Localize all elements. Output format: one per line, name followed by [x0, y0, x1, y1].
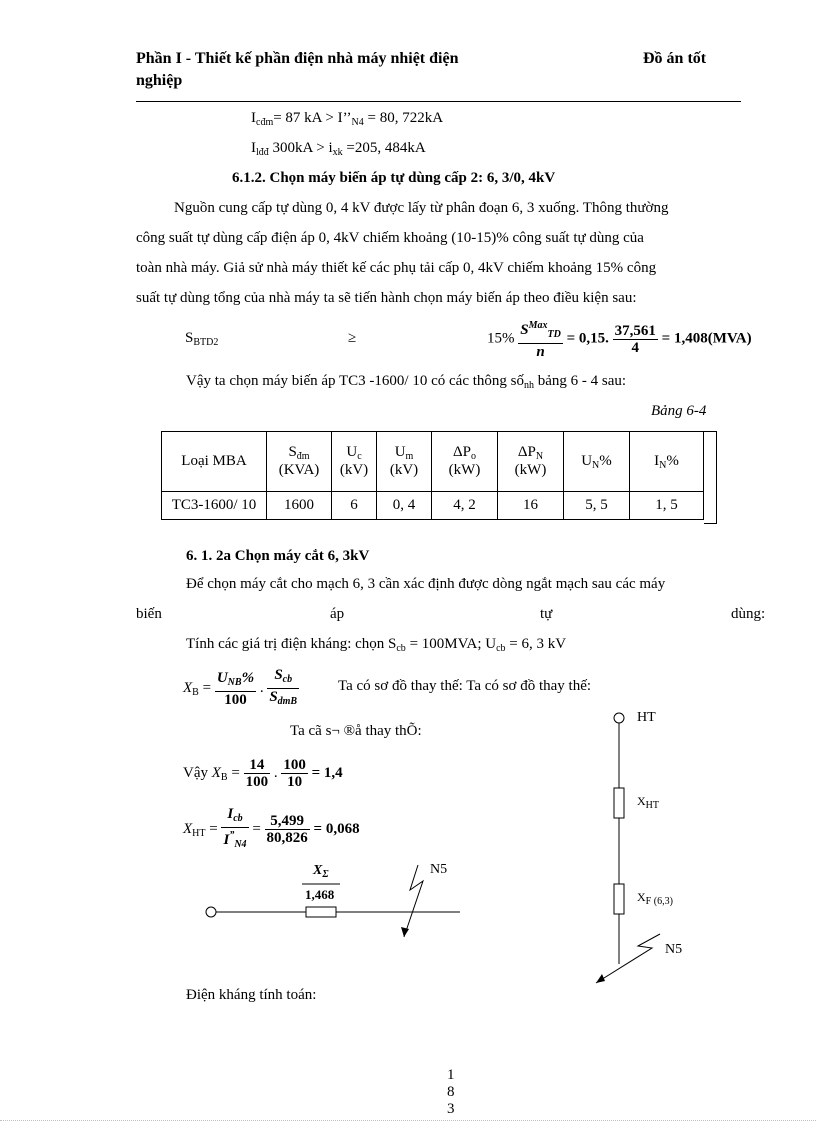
xsum-value: 1,468	[305, 887, 335, 902]
table-row	[162, 492, 704, 520]
geq-symbol: ≥	[348, 330, 357, 346]
justified-word: tự	[540, 606, 553, 622]
garbled-text: Ta cã s¬ ®å thay thÕ:	[290, 723, 422, 739]
paragraph-line: toàn nhà máy. Giả sử nhà máy thiết kế các phụ tải cấp 0, 4kV chiếm khoảng 15% công	[136, 260, 657, 276]
table-header-cell: $S_{đm}$ (KVA)	[267, 432, 332, 492]
xb-formula: $X_B$ = $\frac{U_{NB}\%}{100}$ . $\frac{S_{cb}}{S_{dmB}}$	[183, 667, 298, 708]
paragraph-line: suất tự dùng tổng của nhà máy ta sẽ tiến hành chọn máy biến áp theo điều kiện sau:	[136, 290, 637, 306]
fault-arrowhead	[596, 974, 605, 983]
table-cell: 1, 5	[630, 492, 704, 520]
page-bottom-border	[0, 1120, 816, 1121]
header-left-line1: Phần I - Thiết kế phần điện nhà máy nhiệt điện	[136, 50, 459, 67]
choose-transformer-line: Vậy ta chọn máy biến áp TC3 -1600/ 10 có các thông số$_{nh}$ bảng 6 - 4 sau:	[186, 373, 627, 391]
paragraph-line: Nguồn cung cấp tự dùng 0, 4 kV được lấy từ phân đoạn 6, 3 xuống. Thông thường	[174, 200, 669, 216]
xht-resistor	[614, 788, 624, 818]
fault-arrow	[596, 934, 660, 983]
table-cell: 6	[332, 492, 377, 520]
section-heading-612a: 6. 1. 2a Chọn máy cắt 6, 3kV	[186, 548, 370, 564]
table-header-row	[162, 432, 704, 492]
xht-label: $X_{HT}$	[637, 794, 660, 811]
section-heading-612: 6.1.2. Chọn máy biến áp tự dùng cấp 2: 6, 3/0, 4kV	[232, 170, 556, 186]
source-node	[206, 907, 216, 917]
xht-formula: $X_{HT}$ = $\frac{I_{cb}}{I^”_{N4}}$ = $\frac{5,499}{80,826}$ = 0,068	[183, 806, 360, 850]
justified-word: biến	[136, 606, 162, 622]
xf-label: $X_{F (6,3)}$	[637, 890, 673, 907]
ht-label: HT	[637, 710, 656, 725]
transformer-spec-table	[161, 431, 704, 520]
table-header-cell: $U_N\%$	[564, 432, 630, 492]
table-header-cell: $\Delta P_N$ (kW)	[498, 432, 564, 492]
table-cell: 1600	[267, 492, 332, 520]
formula-icdm: $I_{cđm}= 87$ kA > $I’’_{N4} = 80$, 722kA	[251, 110, 444, 128]
fault-label-right: N5	[665, 942, 683, 957]
xsum-label: $X_\Sigma$	[313, 863, 329, 880]
table-caption: Bảng 6-4	[651, 403, 707, 419]
formula-ildd: $I_{lđđ}$ $300kA > i_{xk} =205$, 484kA	[251, 140, 426, 158]
reactance-resistor	[306, 907, 336, 917]
page-number-digit: 1	[447, 1067, 455, 1083]
page-number-digit: 3	[447, 1101, 455, 1117]
xf-resistor	[614, 884, 624, 914]
table-cell: TC3-1600/ 10	[162, 492, 267, 520]
substitute-diagram-text: Ta có sơ đồ thay thế: Ta có sơ đồ thay thế:	[338, 678, 592, 694]
fault-arrow	[404, 865, 423, 937]
table-header-cell: $U_c$ (kV)	[332, 432, 377, 492]
calc-reactance-line: Tính các giá trị điện kháng: chọn $S_{cb} = 100MVA$; $U_{cb} = 6$, 3 kV	[186, 636, 567, 654]
justified-word: dùng:	[731, 606, 766, 622]
table-header-cell: $I_N\%$	[630, 432, 704, 492]
table-cell: 0, 4	[377, 492, 432, 520]
table-cell: 5, 5	[564, 492, 630, 520]
paragraph-line: Để chọn máy cắt cho mạch 6, 3 cần xác định được dòng ngắt mạch sau các máy	[186, 576, 666, 592]
header-left-line2: nghiệp	[136, 72, 183, 89]
ht-node	[614, 713, 624, 723]
page-number-digit: 8	[447, 1084, 455, 1100]
table-cell: 16	[498, 492, 564, 520]
xb-result-formula: Vậy $X_B$ = $\frac{14}{100}$ . $\frac{100}{10}$ = 1,4	[183, 757, 343, 790]
table-header-cell: $\Delta P_o$ (kW)	[432, 432, 498, 492]
table-cell: 4, 2	[432, 492, 498, 520]
fault-label-left: N5	[430, 862, 448, 877]
table-extension	[704, 431, 717, 524]
reactance-calc-label: Điện kháng tính toán:	[186, 987, 317, 1003]
paragraph-line: công suất tự dùng cấp điện áp 0, 4kV chiếm khoảng (10-15)% công suất tự dùng của	[136, 230, 644, 246]
table-header-cell: $U_m$ (kV)	[377, 432, 432, 492]
table-header-cell: Loại MBA	[162, 432, 267, 492]
sbtd2-label: $S_{BTD2}$	[185, 330, 219, 348]
header-right: Đồ án tốt	[643, 50, 707, 67]
justified-word: áp	[330, 606, 345, 622]
sbtd2-equation: 15% $\frac{S^{Max}_{TD}}{n}$ = 0,15. $\frac{37,561}{4}$ = 1,408(MVA)	[487, 320, 752, 360]
header-rule	[136, 101, 741, 102]
